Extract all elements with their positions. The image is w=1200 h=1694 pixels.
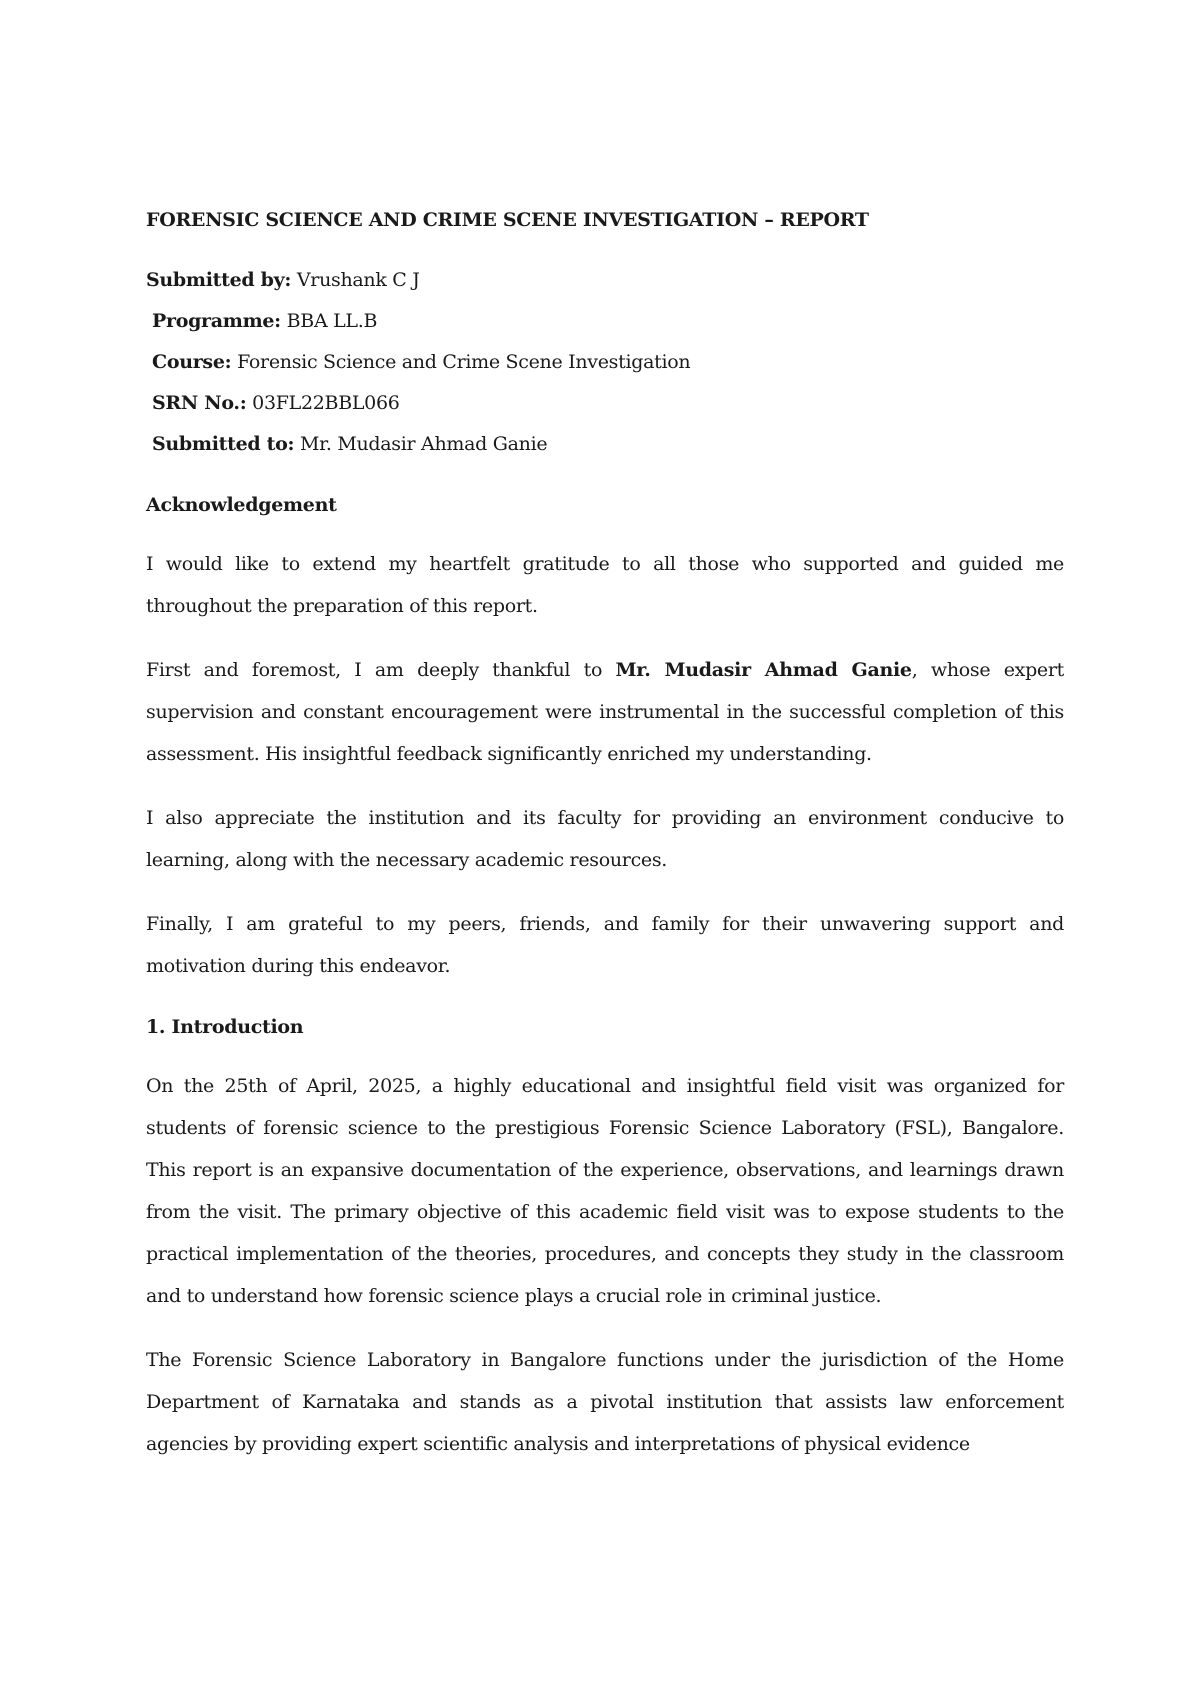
paragraph-text: First and foremost, I am deeply thankful to [146, 659, 616, 681]
meta-programme [146, 301, 1064, 342]
introduction-paragraph-1: On the 25th of April, 2025, a highly educational and insightful field visit was organized for students of forensic science to the prestigious Forensic Science Laboratory (FSL), Bangalore. This report is an expansive documentation of the experience, observations, and learnings drawn from the visit. The primary objective of this academic field visit was to expose students to the practical implementation of the theories, procedures, and concepts they study in the classroom and to understand how forensic science plays a crucial role in criminal justice. [146, 1075, 1064, 1307]
acknowledgement-paragraph-3: I also appreciate the institution and its faculty for providing an environment conducive to learning, along with the necessary academic resources. [146, 807, 1064, 871]
introduction-paragraph-2: The Forensic Science Laboratory in Bangalore functions under the jurisdiction of the Home Department of Karnataka and stands as a pivotal institution that assists law enforcement agencies by providing expert scientific analysis and interpretations of physical evidence [146, 1349, 1064, 1455]
acknowledgement-paragraph-4: Finally, I am grateful to my peers, friends, and family for their unwavering support and motivation during this endeavor. [146, 913, 1064, 977]
meta-submitted-to [146, 424, 1064, 465]
acknowledgement-paragraph-2 [146, 649, 1064, 775]
paragraph-text: , whose expert supervision and constant encouragement were instrumental in the successful completion of this assessment. His insightful feedback significantly enriched my understanding. [146, 659, 1064, 765]
document-body [146, 202, 1064, 1487]
submission-details [146, 260, 1064, 465]
meta-label: Course: [152, 351, 232, 373]
meta-label: Submitted to: [152, 433, 295, 455]
meta-value: Vrushank C J [291, 269, 420, 291]
meta-value: 03FL22BBL066 [246, 392, 400, 414]
acknowledgement-heading: Acknowledgement [146, 494, 337, 516]
meta-submitted-by [146, 260, 1064, 301]
meta-label: Submitted by: [146, 269, 292, 291]
meta-label: SRN No.: [152, 392, 247, 414]
meta-value: Forensic Science and Crime Scene Investigation [231, 351, 691, 373]
meta-value: BBA LL.B [280, 310, 378, 332]
meta-label: Programme: [152, 310, 281, 332]
introduction-heading: 1. Introduction [146, 1016, 304, 1038]
acknowledgement-paragraph-1: I would like to extend my heartfelt gratitude to all those who supported and guided me throughout the preparation of this report. [146, 553, 1064, 617]
supervisor-name: Mr. Mudasir Ahmad Ganie [615, 659, 912, 681]
meta-srn [146, 383, 1064, 424]
report-title: FORENSIC SCIENCE AND CRIME SCENE INVESTIGATION – REPORT [146, 209, 869, 231]
meta-value: Mr. Mudasir Ahmad Ganie [294, 433, 548, 455]
meta-course [146, 342, 1064, 383]
